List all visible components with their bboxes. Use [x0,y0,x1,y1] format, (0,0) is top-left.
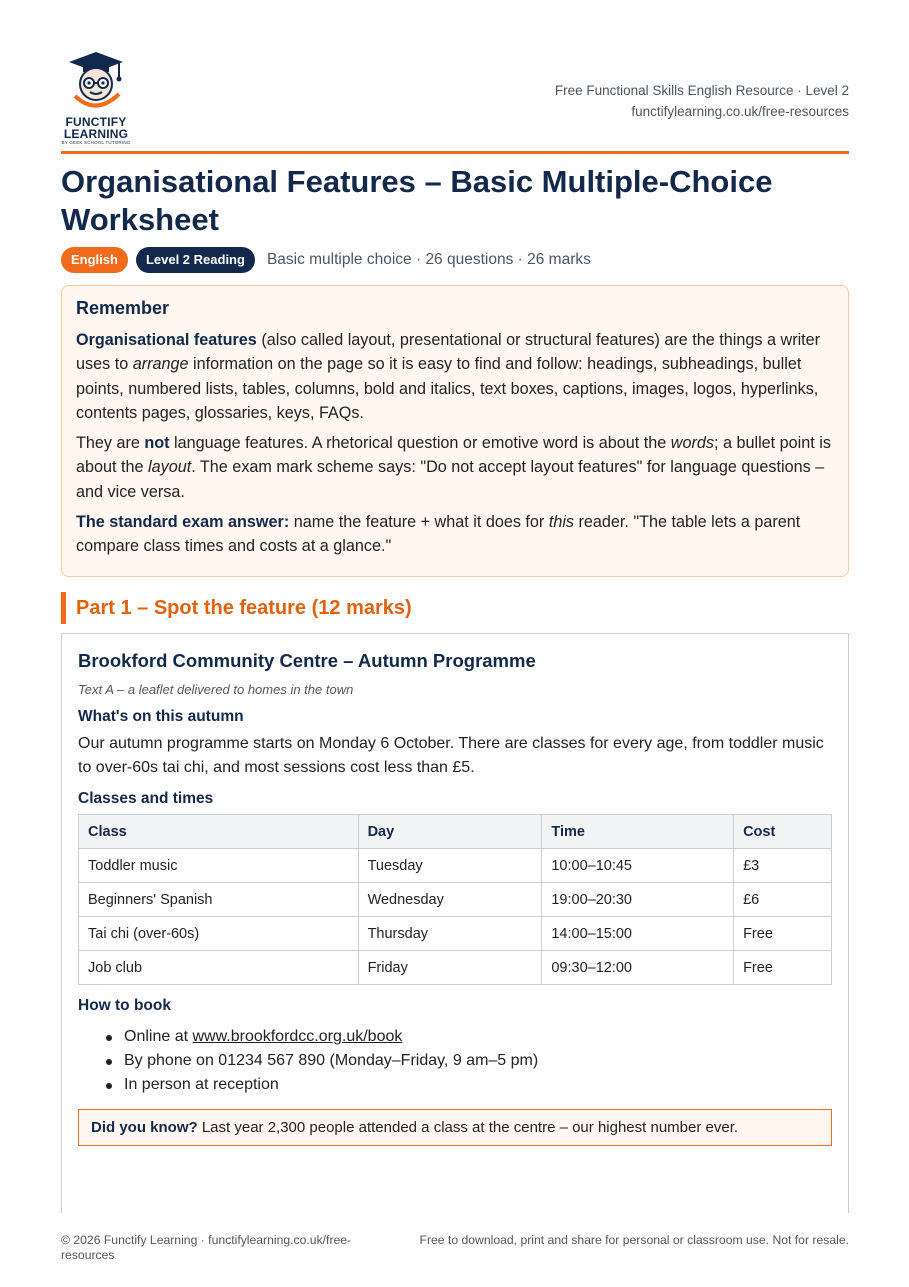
table-header: Class [79,815,359,849]
resource-url[interactable]: functifylearning.co.uk/free-resources [631,104,849,119]
table-row [79,883,832,917]
list-item: Online at www.brookfordcc.org.uk/book [106,1025,832,1049]
table-cell: Tuesday [358,849,542,883]
table-cell: 14:00–15:00 [542,917,734,951]
footer-copyright: © 2026 Functify Learning · functifylearning.co.uk/free-resources [61,1233,352,1262]
remember-heading: Remember [76,298,170,318]
classes-table [78,814,832,985]
logo-word-learning: LEARNING [63,127,129,141]
list-item: In person at reception [106,1073,832,1097]
table-row [79,849,832,883]
table-cell: Free [734,917,832,951]
part-1-heading: Part 1 – Spot the feature (12 marks) [61,592,412,624]
remember-para-1: Organisational features (also called layout, presentational or structural features) are the things a writer uses to arrange information on the page so it is easy to find and follow: headings, subheadings, bullet points, numbered lists, tables, columns, bold and italics, text boxes, captions, images, logos, hyperlinks, contents pages, glossaries, keys, FAQs. [76,331,821,422]
table-header: Day [358,815,542,849]
booking-list [106,1025,832,1097]
tag-row [61,247,591,273]
table-cell: £6 [734,883,832,917]
table-cell: 09:30–12:00 [542,951,734,985]
table-cell: £3 [734,849,832,883]
table-cell: 10:00–10:45 [542,849,734,883]
graduate-owl-icon [61,50,131,116]
logo-tagline: BY GEEK SCHOOL TUTORING [61,140,131,145]
subject-badge: English [61,247,128,273]
worksheet-meta: Basic multiple choice · 26 questions · 26 marks [266,251,591,268]
table-cell: Beginners' Spanish [79,883,359,917]
table-row [79,917,832,951]
functify-logo [61,50,131,148]
table-cell: 19:00–20:30 [542,883,734,917]
table-header: Cost [734,815,832,849]
leaflet-intro: Our autumn programme starts on Monday 6 October. There are classes for every age, from toddler music to over-60s tai chi, and most sessions cost less than £5. [78,735,824,776]
list-item: By phone on 01234 567 890 (Monday–Friday, 9 am–5 pm) [106,1049,832,1073]
table-header-row [79,815,832,849]
table-cell: Job club [79,951,359,985]
table-cell: Friday [358,951,542,985]
table-cell: Free [734,951,832,985]
remember-box [61,285,849,577]
remember-para-3: The standard exam answer: name the feature + what it does for this reader. "The table lets a parent compare class times and costs at a glance." [76,513,801,556]
leaflet-caption: Text A – a leaflet delivered to homes in the town [78,682,354,697]
booking-link[interactable]: www.brookfordcc.org.uk/book [192,1028,403,1045]
table-cell: Wednesday [358,883,542,917]
table-cell: Tai chi (over-60s) [79,917,359,951]
table-header: Time [542,815,734,849]
text-a-leaflet [61,633,849,1213]
header-info [555,80,849,122]
subheading-classes: Classes and times [78,790,214,807]
resource-line: Free Functional Skills English Resource · Level 2 [554,83,849,98]
page-header [61,50,849,153]
table-cell: Toddler music [79,849,359,883]
level-badge: Level 2 Reading [136,247,255,273]
footer-licence: Free to download, print and share for personal or classroom use. Not for resale. [419,1233,849,1247]
table-cell: Thursday [358,917,542,951]
page-title: Organisational Features – Basic Multiple-Choice Worksheet [61,164,773,237]
logo-word-functify: FUNCTIFY [65,115,127,129]
header-rule [61,151,849,154]
subheading-how-to-book: How to book [78,997,171,1014]
remember-para-2: They are not language features. A rhetorical question or emotive word is about the words; a bullet point is about the layout. The exam mark scheme says: "Do not accept layout features" for language questions – and vice versa. [76,434,831,501]
did-you-know-box: Did you know? Last year 2,300 people attended a class at the centre – our highest number ever. [78,1109,832,1146]
subheading-whats-on: What's on this autumn [78,708,244,725]
table-row [79,951,832,985]
leaflet-title: Brookford Community Centre – Autumn Programme [78,650,536,671]
